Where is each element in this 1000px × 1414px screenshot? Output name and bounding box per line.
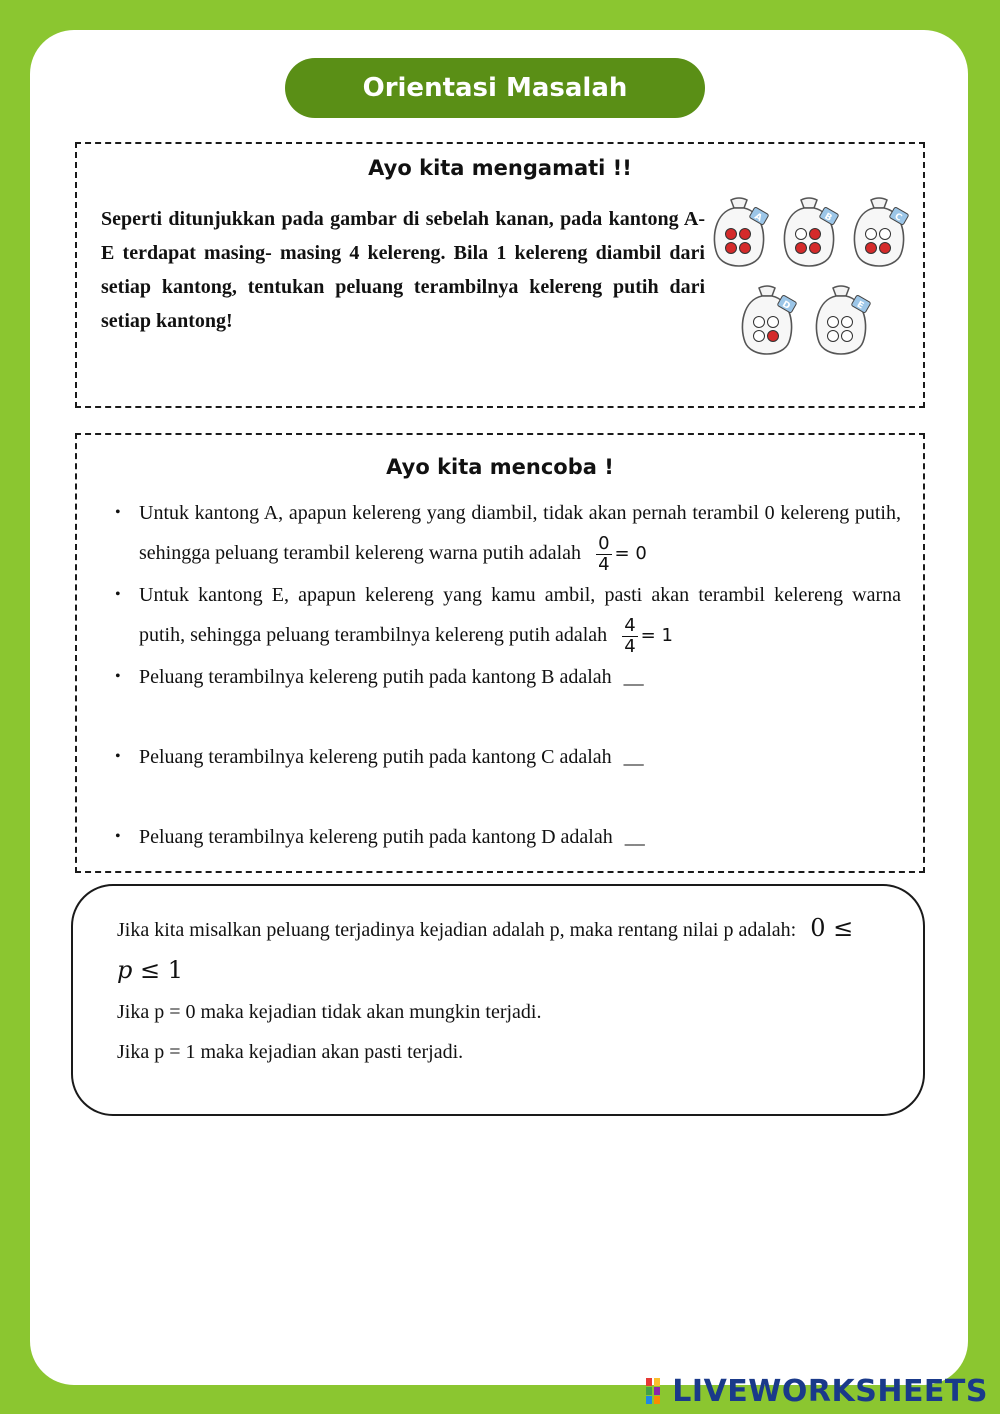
bag-label: A [752, 211, 764, 224]
bag-label: C [892, 211, 904, 224]
bag-neck [731, 198, 747, 208]
probability-range: 0 ≤ p ≤ 1 [117, 914, 854, 984]
answer-blank-c[interactable]: __ [623, 745, 644, 768]
fraction-result: = 1 [640, 625, 673, 647]
list-item [101, 493, 901, 575]
marble-bags-illustration [709, 194, 921, 374]
bag-label: B [822, 211, 834, 224]
red-marble [726, 229, 737, 240]
page-title: Orientasi Masalah [285, 58, 705, 118]
red-marble [866, 243, 877, 254]
observe-text: Seperti ditunjukkan pada gambar di sebelah kanan, pada kantong A-E terdapat masing- masing 4 kelereng. Bila 1 kelereng diambil dari setiap kantong, tentukan peluang terambilnya kelereng putih dari setiap kantong! [101, 208, 705, 332]
item-text: Peluang terambilnya kelereng putih pada kantong C adalah [139, 745, 612, 768]
try-list [101, 493, 901, 857]
fraction: $\frac{0}{4}$ [598, 532, 610, 575]
red-marble [880, 243, 891, 254]
brand-logo[interactable] [646, 1374, 988, 1408]
white-marble [796, 229, 807, 240]
bag-d [742, 286, 797, 354]
bag-label: D [780, 299, 792, 312]
conclusion-box [71, 884, 925, 1116]
bag-label: E [854, 299, 866, 312]
red-marble [740, 229, 751, 240]
white-marble [754, 331, 765, 342]
list-item [101, 817, 901, 857]
list-item [101, 657, 901, 697]
white-marble [828, 317, 839, 328]
list-item [101, 575, 901, 657]
item-text: Peluang terambilnya kelereng putih pada kantong D adalah [139, 825, 613, 848]
answer-blank-d[interactable]: __ [624, 825, 645, 848]
item-text: Untuk kantong A, apapun kelereng yang diambil, tidak akan pernah terambil 0 kelereng putih, sehingga peluang terambil kelereng warna putih adalah [139, 502, 901, 564]
white-marble [842, 331, 853, 342]
bag-neck [833, 286, 849, 296]
item-text: Untuk kantong E, apapun kelereng yang kamu ambil, pasti akan terambil kelereng warna putih, sehingga peluang terambilnya kelereng putih adalah [139, 583, 901, 646]
bag-neck [801, 198, 817, 208]
try-section [75, 433, 925, 873]
conclusion-line-2: Jika p = 0 maka kejadian tidak akan mungkin terjadi. [117, 1001, 542, 1023]
fraction: $\frac{4}{4}$ [624, 614, 636, 657]
bag-neck [759, 286, 775, 296]
observe-heading: Ayo kita mengamati !! [368, 156, 632, 180]
red-marble [740, 243, 751, 254]
bag-b [784, 198, 839, 266]
answer-blank-b[interactable]: __ [623, 665, 644, 688]
bag-e [816, 286, 871, 354]
white-marble [866, 229, 877, 240]
observe-section [75, 142, 925, 408]
list-item [101, 737, 901, 777]
bag-c [854, 198, 909, 266]
conclusion-text [117, 908, 857, 1072]
brand-text: LIVEWORKSHEETS [672, 1373, 988, 1409]
red-marble [810, 243, 821, 254]
bag-a [714, 198, 769, 266]
white-marble [768, 317, 779, 328]
fraction-result: = 0 [614, 543, 647, 565]
red-marble [810, 229, 821, 240]
red-marble [768, 331, 779, 342]
bag-neck [871, 198, 887, 208]
conclusion-line-3: Jika p = 1 maka kejadian akan pasti terjadi. [117, 1041, 464, 1063]
white-marble [828, 331, 839, 342]
conclusion-line-1: Jika kita misalkan peluang terjadinya kejadian adalah p, maka rentang nilai p adalah: 0 ≤ p ≤ 1 [117, 914, 854, 984]
white-marble [842, 317, 853, 328]
red-marble [796, 243, 807, 254]
liveworksheets-icon [646, 1378, 668, 1404]
item-text: Peluang terambilnya kelereng putih pada kantong B adalah [139, 665, 612, 688]
white-marble [754, 317, 765, 328]
try-heading: Ayo kita mencoba ! [386, 455, 614, 479]
red-marble [726, 243, 737, 254]
white-marble [880, 229, 891, 240]
